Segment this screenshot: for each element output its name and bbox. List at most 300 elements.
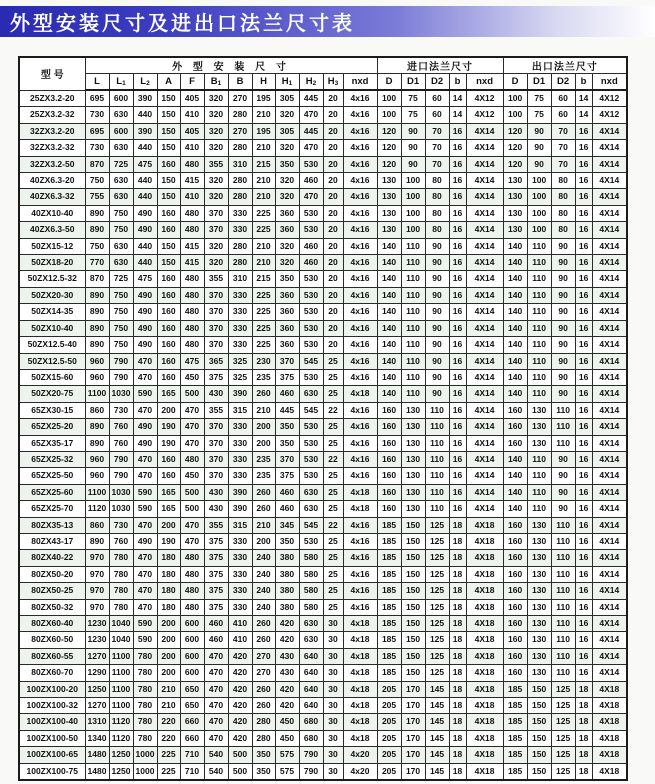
value-cell: 20: [323, 90, 343, 107]
value-cell: 145: [425, 714, 449, 730]
value-cell: 4X18: [466, 550, 503, 566]
value-cell: 640: [299, 698, 323, 714]
value-cell: 110: [527, 304, 551, 320]
value-cell: 460: [275, 386, 299, 402]
value-cell: 130: [377, 189, 401, 205]
value-cell: 870: [85, 271, 109, 287]
value-cell: 170: [401, 730, 425, 746]
value-cell: 235: [252, 468, 275, 484]
value-cell: 110: [401, 337, 425, 353]
value-cell: 30: [323, 665, 343, 681]
value-cell: 30: [323, 763, 343, 780]
value-cell: 460: [299, 255, 323, 271]
value-cell: 205: [377, 698, 401, 714]
table-header: [19, 57, 627, 90]
value-cell: 120: [503, 156, 527, 172]
value-cell: 4X18: [466, 566, 503, 582]
value-cell: 780: [109, 599, 133, 615]
table-row: [19, 222, 627, 238]
value-cell: 420: [228, 714, 252, 730]
value-cell: 4X14: [592, 501, 627, 517]
value-cell: 780: [133, 648, 157, 664]
value-cell: 185: [377, 533, 401, 549]
value-cell: 110: [401, 320, 425, 336]
value-cell: 185: [503, 681, 527, 697]
model-cell: 80ZX50-25: [19, 583, 85, 599]
value-cell: 480: [180, 222, 204, 238]
value-cell: 4X14: [592, 419, 627, 435]
value-cell: 18: [449, 566, 466, 582]
value-cell: 330: [228, 320, 252, 336]
value-cell: 125: [551, 747, 575, 763]
value-cell: 440: [133, 107, 157, 123]
value-cell: 630: [109, 238, 133, 254]
value-cell: 470: [133, 369, 157, 385]
value-cell: 16: [575, 665, 592, 681]
value-cell: 4X14: [466, 156, 503, 172]
table-row: [19, 665, 627, 681]
value-cell: 4x16: [343, 435, 377, 451]
value-cell: 110: [551, 616, 575, 632]
value-cell: 16: [449, 353, 466, 369]
value-cell: 330: [228, 222, 252, 238]
value-cell: 390: [228, 484, 252, 500]
value-cell: 140: [377, 369, 401, 385]
value-cell: 18: [449, 747, 466, 763]
value-cell: 530: [299, 287, 323, 303]
value-cell: 130: [401, 484, 425, 500]
table-row: [19, 107, 627, 123]
value-cell: 160: [157, 369, 180, 385]
model-cell: 40ZX10-40: [19, 205, 85, 221]
value-cell: 4x16: [343, 468, 377, 484]
value-cell: 260: [252, 632, 275, 648]
value-cell: 350: [275, 419, 299, 435]
value-cell: 305: [275, 123, 299, 139]
value-cell: 160: [157, 304, 180, 320]
value-cell: 225: [157, 747, 180, 763]
value-cell: 140: [377, 287, 401, 303]
value-cell: 140: [503, 468, 527, 484]
value-cell: 110: [527, 337, 551, 353]
value-cell: 890: [85, 222, 109, 238]
value-cell: 4x16: [343, 304, 377, 320]
value-cell: 370: [275, 353, 299, 369]
value-cell: 18: [449, 517, 466, 533]
value-cell: 4X14: [592, 173, 627, 189]
value-cell: 140: [377, 238, 401, 254]
value-cell: 470: [180, 517, 204, 533]
value-cell: 125: [425, 550, 449, 566]
value-cell: 860: [85, 402, 109, 418]
value-cell: 30: [323, 632, 343, 648]
value-cell: 780: [133, 698, 157, 714]
value-cell: 130: [503, 189, 527, 205]
value-cell: 210: [252, 173, 275, 189]
value-cell: 4X18: [466, 517, 503, 533]
value-cell: 20: [323, 238, 343, 254]
value-cell: 18: [575, 763, 592, 780]
value-cell: 4X14: [466, 189, 503, 205]
value-cell: 210: [252, 107, 275, 123]
table-body: [19, 90, 627, 780]
value-cell: 200: [157, 648, 180, 664]
value-cell: 18: [449, 698, 466, 714]
value-cell: 16: [575, 451, 592, 467]
value-cell: 100: [377, 107, 401, 123]
value-cell: 20: [323, 107, 343, 123]
value-cell: 4X14: [592, 140, 627, 156]
value-cell: 140: [503, 386, 527, 402]
value-cell: 1100: [85, 386, 109, 402]
value-cell: 375: [204, 550, 228, 566]
value-cell: 470: [204, 648, 228, 664]
value-cell: 4X14: [592, 238, 627, 254]
value-cell: 130: [503, 222, 527, 238]
value-cell: 530: [299, 468, 323, 484]
value-cell: 350: [275, 533, 299, 549]
value-cell: 470: [299, 189, 323, 205]
value-cell: 750: [109, 304, 133, 320]
value-cell: 16: [575, 222, 592, 238]
value-cell: 140: [377, 304, 401, 320]
value-cell: 590: [133, 484, 157, 500]
value-cell: 20: [323, 222, 343, 238]
value-cell: 18: [449, 714, 466, 730]
value-cell: 130: [377, 205, 401, 221]
value-cell: 390: [133, 123, 157, 139]
value-cell: 160: [377, 468, 401, 484]
value-cell: 355: [204, 402, 228, 418]
table-row: [19, 583, 627, 599]
value-cell: 4X18: [466, 533, 503, 549]
value-cell: 600: [109, 90, 133, 107]
value-cell: 125: [425, 599, 449, 615]
value-cell: 90: [551, 468, 575, 484]
model-cell: 80ZX60-40: [19, 616, 85, 632]
value-cell: 16: [575, 123, 592, 139]
value-cell: 16: [575, 468, 592, 484]
value-cell: 330: [228, 287, 252, 303]
value-cell: 125: [425, 632, 449, 648]
value-cell: 110: [551, 632, 575, 648]
value-cell: 460: [299, 238, 323, 254]
value-cell: 80: [551, 173, 575, 189]
value-cell: 4X18: [466, 648, 503, 664]
value-cell: 150: [157, 189, 180, 205]
value-cell: 18: [575, 681, 592, 697]
value-cell: 210: [252, 238, 275, 254]
value-cell: 470: [133, 566, 157, 582]
value-cell: 530: [299, 337, 323, 353]
value-cell: 16: [575, 435, 592, 451]
col-header-A: A: [157, 74, 180, 91]
value-cell: 110: [401, 271, 425, 287]
value-cell: 205: [377, 730, 401, 746]
value-cell: 4x18: [343, 698, 377, 714]
model-cell: 100ZX100-20: [19, 681, 85, 697]
column-header-row: [19, 74, 627, 91]
value-cell: 75: [527, 90, 551, 107]
value-cell: 375: [275, 369, 299, 385]
value-cell: 330: [228, 419, 252, 435]
value-cell: 75: [401, 90, 425, 107]
value-cell: 16: [575, 648, 592, 664]
value-cell: 530: [299, 320, 323, 336]
value-cell: 4x20: [343, 747, 377, 763]
value-cell: 30: [323, 747, 343, 763]
value-cell: 1030: [109, 484, 133, 500]
table-row: [19, 304, 627, 320]
value-cell: 4X14: [592, 533, 627, 549]
value-cell: 140: [503, 501, 527, 517]
value-cell: 150: [401, 533, 425, 549]
value-cell: 370: [204, 337, 228, 353]
value-cell: 160: [503, 550, 527, 566]
value-cell: 370: [275, 451, 299, 467]
value-cell: 890: [85, 533, 109, 549]
value-cell: 16: [449, 435, 466, 451]
value-cell: 16: [575, 304, 592, 320]
model-cell: 50ZX12.5-40: [19, 337, 85, 353]
value-cell: 160: [157, 451, 180, 467]
value-cell: 500: [228, 763, 252, 780]
value-cell: 18: [449, 681, 466, 697]
table-row: [19, 140, 627, 156]
value-cell: 160: [157, 271, 180, 287]
value-cell: 4X14: [466, 271, 503, 287]
value-cell: 4X14: [592, 222, 627, 238]
value-cell: 530: [299, 205, 323, 221]
value-cell: 160: [503, 419, 527, 435]
value-cell: 890: [85, 320, 109, 336]
value-cell: 420: [228, 648, 252, 664]
value-cell: 440: [133, 238, 157, 254]
value-cell: 165: [157, 484, 180, 500]
value-cell: 130: [401, 468, 425, 484]
value-cell: 140: [503, 369, 527, 385]
value-cell: 130: [401, 435, 425, 451]
value-cell: 470: [299, 107, 323, 123]
value-cell: 140: [377, 255, 401, 271]
value-cell: 4X18: [592, 714, 627, 730]
value-cell: 140: [377, 353, 401, 369]
value-cell: 18: [449, 730, 466, 746]
value-cell: 790: [299, 747, 323, 763]
value-cell: 4x16: [343, 419, 377, 435]
value-cell: 16: [575, 337, 592, 353]
value-cell: 4X14: [592, 287, 627, 303]
value-cell: 790: [109, 451, 133, 467]
value-cell: 660: [180, 714, 204, 730]
value-cell: 480: [180, 271, 204, 287]
value-cell: 4x18: [343, 730, 377, 746]
value-cell: 120: [503, 123, 527, 139]
value-cell: 16: [575, 369, 592, 385]
table-row: [19, 173, 627, 189]
value-cell: 130: [527, 648, 551, 664]
value-cell: 150: [157, 238, 180, 254]
value-cell: 370: [204, 419, 228, 435]
value-cell: 125: [551, 681, 575, 697]
value-cell: 80: [425, 205, 449, 221]
col-header-b: b: [449, 74, 466, 91]
value-cell: 125: [551, 698, 575, 714]
value-cell: 180: [157, 550, 180, 566]
value-cell: 125: [425, 517, 449, 533]
value-cell: 210: [252, 255, 275, 271]
value-cell: 4X14: [592, 632, 627, 648]
value-cell: 160: [503, 517, 527, 533]
value-cell: 4x16: [343, 550, 377, 566]
value-cell: 110: [527, 468, 551, 484]
value-cell: 210: [252, 517, 275, 533]
value-cell: 16: [449, 287, 466, 303]
value-cell: 590: [133, 501, 157, 517]
value-cell: 360: [275, 205, 299, 221]
value-cell: 185: [377, 599, 401, 615]
value-cell: 750: [109, 222, 133, 238]
value-cell: 90: [551, 451, 575, 467]
col-header-B1: $B_1$: [204, 74, 228, 91]
value-cell: 30: [323, 714, 343, 730]
value-cell: 80: [551, 205, 575, 221]
value-cell: 16: [575, 599, 592, 615]
value-cell: 200: [252, 533, 275, 549]
value-cell: 410: [180, 140, 204, 156]
value-cell: 530: [299, 533, 323, 549]
table-row: [19, 435, 627, 451]
value-cell: 16: [449, 386, 466, 402]
value-cell: 1120: [85, 501, 109, 517]
value-cell: 200: [157, 402, 180, 418]
value-cell: 470: [204, 665, 228, 681]
value-cell: 1310: [85, 714, 109, 730]
value-cell: 1100: [109, 681, 133, 697]
value-cell: 150: [401, 517, 425, 533]
value-cell: 16: [449, 189, 466, 205]
value-cell: 16: [575, 386, 592, 402]
value-cell: 20: [323, 304, 343, 320]
value-cell: 280: [252, 730, 275, 746]
value-cell: 280: [228, 255, 252, 271]
value-cell: 75: [401, 107, 425, 123]
value-cell: 200: [252, 419, 275, 435]
value-cell: 710: [180, 763, 204, 780]
value-cell: 4X14: [466, 287, 503, 303]
value-cell: 100: [527, 205, 551, 221]
value-cell: 110: [425, 451, 449, 467]
value-cell: 90: [551, 337, 575, 353]
value-cell: 235: [252, 451, 275, 467]
value-cell: 16: [575, 140, 592, 156]
value-cell: 225: [252, 304, 275, 320]
value-cell: 330: [228, 435, 252, 451]
value-cell: 90: [551, 320, 575, 336]
value-cell: 16: [575, 533, 592, 549]
value-cell: 710: [180, 747, 204, 763]
model-cell: 65ZX30-15: [19, 402, 85, 418]
value-cell: 440: [133, 140, 157, 156]
value-cell: 475: [180, 353, 204, 369]
value-cell: 450: [275, 714, 299, 730]
value-cell: 110: [527, 271, 551, 287]
value-cell: 16: [575, 255, 592, 271]
value-cell: 160: [503, 632, 527, 648]
table-row: [19, 386, 627, 402]
value-cell: 165: [157, 501, 180, 517]
value-cell: 30: [323, 698, 343, 714]
value-cell: 1120: [109, 730, 133, 746]
value-cell: 160: [503, 665, 527, 681]
value-cell: 640: [299, 681, 323, 697]
value-cell: 240: [252, 566, 275, 582]
value-cell: 460: [204, 632, 228, 648]
value-cell: 100: [401, 222, 425, 238]
value-cell: 630: [109, 189, 133, 205]
value-cell: 225: [252, 320, 275, 336]
value-cell: 355: [204, 271, 228, 287]
value-cell: 630: [109, 255, 133, 271]
value-cell: 4x18: [343, 632, 377, 648]
value-cell: 350: [275, 435, 299, 451]
value-cell: 790: [299, 763, 323, 780]
value-cell: 170: [401, 747, 425, 763]
value-cell: 220: [157, 714, 180, 730]
value-cell: 4x16: [343, 402, 377, 418]
value-cell: 4x16: [343, 369, 377, 385]
value-cell: 410: [180, 189, 204, 205]
value-cell: 420: [275, 698, 299, 714]
value-cell: 90: [425, 337, 449, 353]
value-cell: 160: [377, 501, 401, 517]
value-cell: 490: [133, 337, 157, 353]
value-cell: 750: [109, 337, 133, 353]
value-cell: 16: [449, 304, 466, 320]
value-cell: 500: [180, 484, 204, 500]
value-cell: 150: [401, 566, 425, 582]
table-row: [19, 681, 627, 697]
value-cell: 110: [551, 665, 575, 681]
value-cell: 780: [133, 665, 157, 681]
value-cell: 960: [85, 451, 109, 467]
value-cell: 25: [323, 353, 343, 369]
value-cell: 500: [180, 386, 204, 402]
value-cell: 110: [527, 484, 551, 500]
value-cell: 25: [323, 419, 343, 435]
value-cell: 160: [503, 616, 527, 632]
value-cell: 16: [449, 501, 466, 517]
model-cell: 80ZX50-20: [19, 566, 85, 582]
value-cell: 150: [157, 107, 180, 123]
value-cell: 90: [425, 304, 449, 320]
value-cell: 90: [425, 271, 449, 287]
value-cell: 100: [527, 189, 551, 205]
value-cell: 1250: [109, 763, 133, 780]
value-cell: 590: [133, 616, 157, 632]
value-cell: 4x16: [343, 353, 377, 369]
col-header-D2: D2: [425, 74, 449, 91]
value-cell: 150: [401, 648, 425, 664]
value-cell: 470: [180, 419, 204, 435]
value-cell: 1030: [109, 501, 133, 517]
value-cell: 470: [133, 468, 157, 484]
value-cell: 1030: [109, 386, 133, 402]
value-cell: 580: [299, 566, 323, 582]
value-cell: 130: [527, 665, 551, 681]
value-cell: 90: [425, 353, 449, 369]
value-cell: 860: [85, 517, 109, 533]
